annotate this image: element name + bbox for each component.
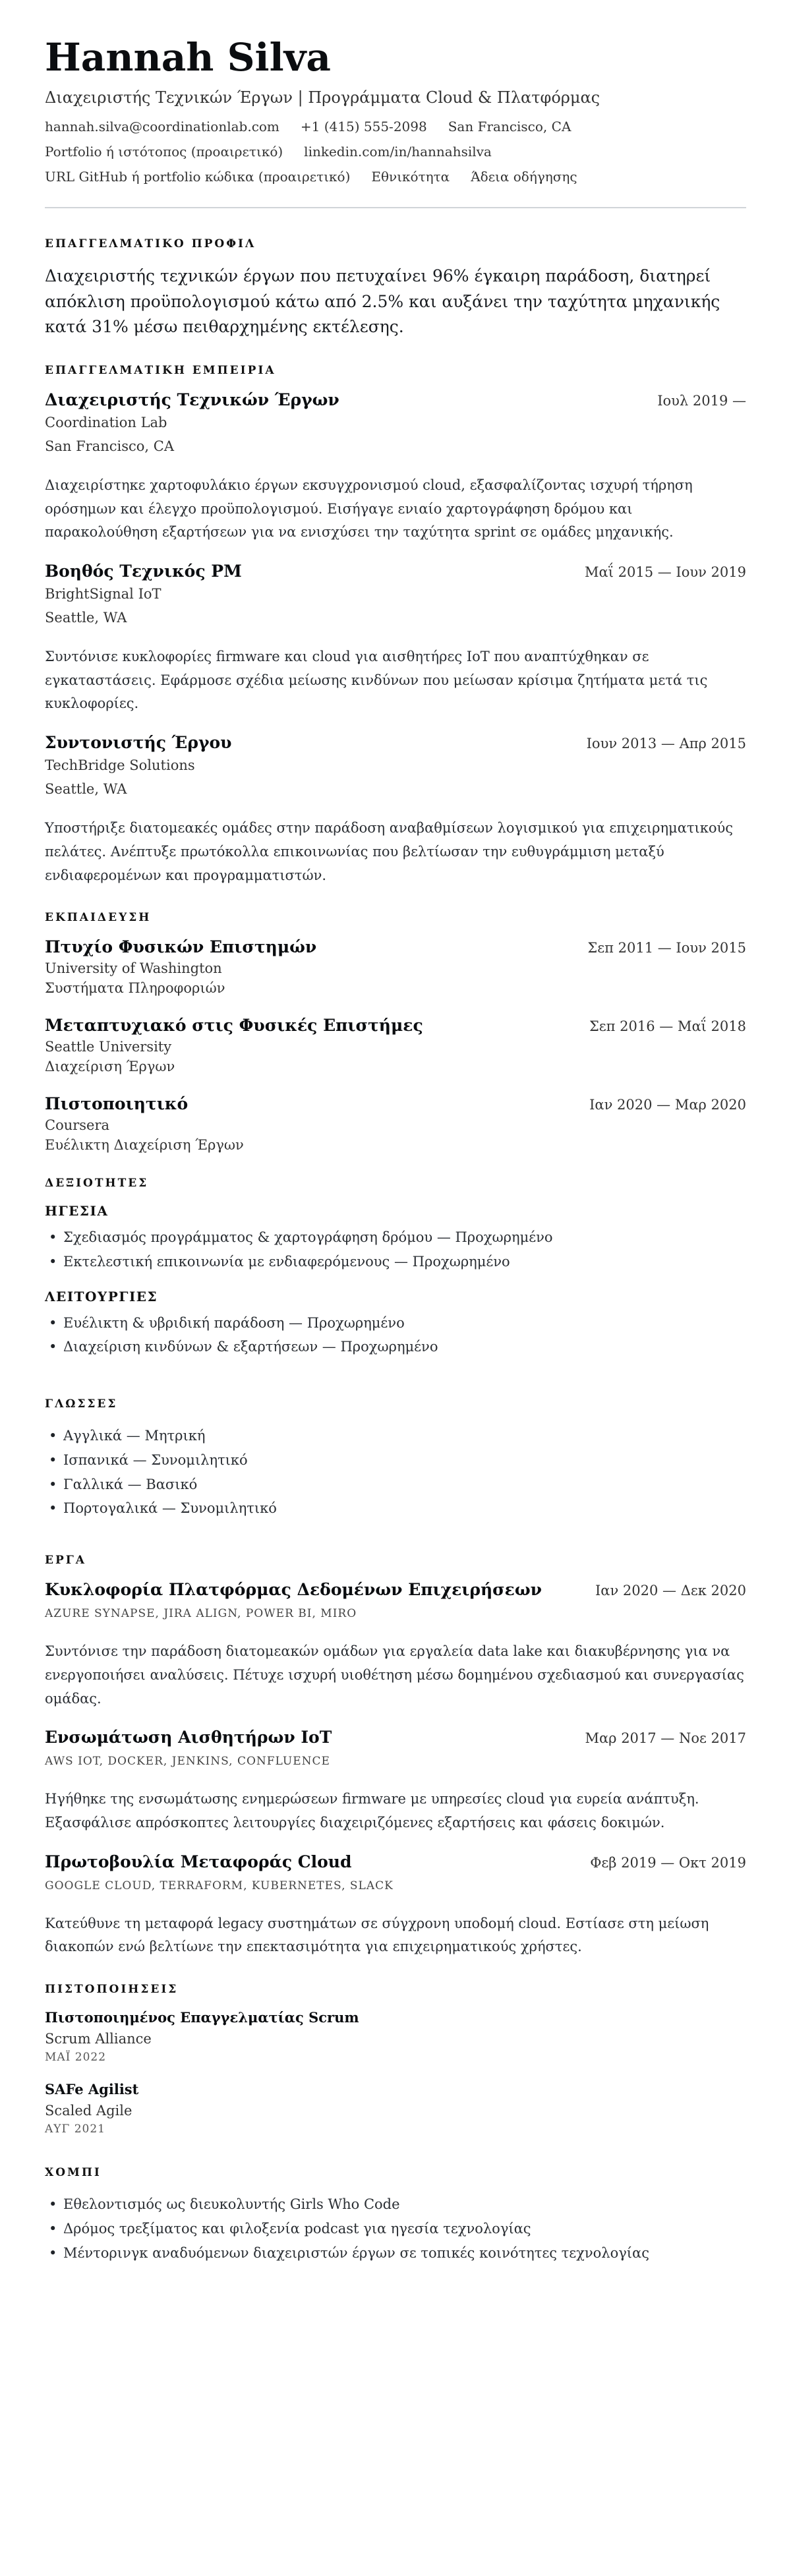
project-name: Ενσωμάτωση Αισθητήρων IoT	[45, 1728, 332, 1747]
skill-item: • Εκτελεστική επικοινωνία με ενδιαφερόμενους — Προχωρημένο	[45, 1250, 746, 1274]
company: Coordination Lab	[45, 415, 167, 431]
hobby-item: • Μέντορινγκ αναδυόμενων διαχειριστών έργων σε τοπικές κοινότητες τεχνολογίας	[45, 2241, 746, 2266]
driving-license: Άδεια οδήγησης	[471, 168, 577, 185]
school: University of Washington	[45, 960, 222, 977]
languages-section	[45, 1397, 746, 1521]
skill-group-title: ΗΓΕΣΙΑ	[45, 1203, 109, 1219]
job-description: Υποστήριξε διατομεακές ομάδες στην παράδοση αναβαθμίσεων λογισμικού για επιχειρηματικούς πελάτες. Ανέπτυξε πρωτόκολλα επικοινωνίας που βελτίωσαν την ευθυγράμμιση μεταξύ ενδιαφερομένων και προγραμματιστών.	[45, 820, 734, 883]
summary-text: Διαχειριστής τεχνικών έργων που πετυχαίνει 96% έγκαιρη παράδοση, διατηρεί απόκλιση προϋπολογισμού κάτω από 2.5% και αυξάνει την ταχύτητα μηχανικής κατά 31% μέσω πειθαρχημένης εκτέλεσης.	[45, 266, 720, 337]
summary-section	[45, 237, 746, 340]
field-of-study: Συστήματα Πληροφοριών	[45, 980, 225, 997]
project-tags: AZURE SYNAPSE, JIRA ALIGN, POWER BI, MIRO	[45, 1607, 357, 1621]
links-row	[45, 144, 746, 160]
degree: Πτυχίο Φυσικών Επιστημών	[45, 937, 317, 957]
project-description: Συντόνισε την παράδοση διατομεακών ομάδων για εργαλεία data lake και διακυβέρνησης για να ενεργοποιήσει αναλύσεις. Πέτυχε ισχυρή υιοθέτηση μέσω δομημένου σχεδιασμού και συνεργασίας ομάδας.	[45, 1643, 744, 1707]
projects-section	[45, 1554, 746, 1959]
certification-name: Πιστοποιημένος Επαγγελματίας Scrum	[45, 2009, 359, 2026]
section-title: ΕΚΠΑΙΔΕΥΣΗ	[45, 911, 152, 925]
certification-issuer: Scrum Alliance	[45, 2031, 152, 2047]
section-title: ΧΟΜΠΙ	[45, 2166, 102, 2180]
language-item: • Αγγλικά — Μητρική	[45, 1424, 746, 1448]
certification-entry	[45, 2009, 746, 2064]
hobbies-section	[45, 2166, 746, 2265]
nationality: Εθνικότητα	[371, 168, 450, 185]
certification-date: ΜΑΪ 2022	[45, 2051, 107, 2064]
school: Seattle University	[45, 1039, 172, 1055]
skill-group-title: ΛΕΙΤΟΥΡΓΙΕΣ	[45, 1288, 158, 1304]
certification-date: ΑΥΓ 2021	[45, 2122, 105, 2136]
job-location: San Francisco, CA	[45, 438, 175, 455]
language-item: • Πορτογαλικά — Συνομιλητικό	[45, 1496, 746, 1521]
language-item: • Ισπανικά — Συνομιλητικό	[45, 1448, 746, 1473]
project-description: Ηγήθηκε της ενσωμάτωσης ενημερώσεων firmware με υπηρεσίες cloud για ευρεία ανάπτυξη. Εξασφάλισε απρόσκοπτες λειτουργίες διαχειριζόμενες εξαρτήσεις και φάσεις δοκιμών.	[45, 1791, 699, 1830]
skill-group	[45, 1289, 746, 1360]
skill-item: • Ευέλικτη & υβριδική παράδοση — Προχωρημένο	[45, 1311, 746, 1335]
experience-entry	[45, 390, 746, 544]
section-title: ΠΙΣΤΟΠΟΙΗΣΕΙΣ	[45, 1983, 179, 1997]
education-entry	[45, 1016, 746, 1074]
resume-header	[45, 37, 746, 185]
job-description: Συντόνισε κυκλοφορίες firmware και cloud για αισθητήρες IoT που αναπτύχθηκαν σε εγκαταστάσεις. Εφάρμοσε σχέδια μείωσης κινδύνων που μείωσαν κρίσιμα ζητήματα μετά τις κυκλοφορίες.	[45, 649, 708, 712]
project-tags: AWS IOT, DOCKER, JENKINS, CONFLUENCE	[45, 1755, 330, 1769]
project-entry	[45, 1580, 746, 1711]
certifications-section	[45, 1983, 746, 2136]
experience-section	[45, 364, 746, 887]
job-title: Διαχειριστής Τεχνικών Έργων	[45, 390, 339, 410]
contact-row	[45, 119, 746, 134]
education-dates: Ιαν 2020 — Μαρ 2020	[589, 1097, 746, 1113]
headline: Διαχειριστής Τεχνικών Έργων | Προγράμματα Cloud & Πλατφόρμας	[45, 88, 601, 107]
skills-section	[45, 1177, 746, 1359]
section-title: ΕΠΑΓΓΕΛΜΑΤΙΚΗ ΕΜΠΕΙΡΙΑ	[45, 364, 276, 378]
email-link[interactable]: hannah.silva@coordinationlab.com	[45, 118, 279, 134]
project-name: Πρωτοβουλία Μεταφοράς Cloud	[45, 1852, 352, 1871]
hobby-item: • Εθελοντισμός ως διευκολυντής Girls Who Code	[45, 2192, 746, 2217]
school: Coursera	[45, 1117, 110, 1134]
project-entry	[45, 1852, 746, 1959]
job-title: Βοηθός Τεχνικός PM	[45, 562, 242, 581]
job-location: Seattle, WA	[45, 781, 127, 798]
education-dates: Σεπ 2011 — Ιουν 2015	[587, 940, 746, 956]
location: San Francisco, CA	[448, 118, 571, 134]
project-entry	[45, 1728, 746, 1834]
project-name: Κυκλοφορία Πλατφόρμας Δεδομένων Επιχειρήσεων	[45, 1580, 542, 1600]
education-section	[45, 911, 746, 1153]
section-title: ΕΠΑΓΓΕΛΜΑΤΙΚΟ ΠΡΟΦΙΛ	[45, 237, 256, 250]
degree: Μεταπτυχιακό στις Φυσικές Επιστήμες	[45, 1016, 423, 1036]
header-divider	[45, 207, 746, 208]
experience-entry	[45, 733, 746, 887]
certification-name: SAFe Agilist	[45, 2081, 139, 2098]
field-of-study: Διαχείριση Έργων	[45, 1059, 175, 1075]
education-dates: Σεπ 2016 — Μαΐ 2018	[589, 1018, 746, 1035]
portfolio-link[interactable]: Portfolio ή ιστότοπος (προαιρετικό)	[45, 143, 283, 160]
job-title: Συντονιστής Έργου	[45, 733, 232, 753]
company: TechBridge Solutions	[45, 757, 195, 774]
skill-item: • Διαχείριση κινδύνων & εξαρτήσεων — Προχωρημένο	[45, 1335, 746, 1359]
hobby-item: • Δρόμος τρεξίματος και φιλοξενία podcast για ηγεσία τεχνολογίας	[45, 2217, 746, 2241]
skill-item: • Σχεδιασμός προγράμματος & χαρτογράφηση δρόμου — Προχωρημένο	[45, 1225, 746, 1250]
phone-number: +1 (415) 555-2098	[300, 118, 427, 134]
section-title: ΓΛΩΣΣΕΣ	[45, 1397, 118, 1411]
experience-entry	[45, 562, 746, 716]
degree: Πιστοποιητικό	[45, 1094, 189, 1114]
project-dates: Φεβ 2019 — Οκτ 2019	[590, 1854, 746, 1871]
job-dates: Μαΐ 2015 — Ιουν 2019	[585, 564, 746, 581]
project-dates: Ιαν 2020 — Δεκ 2020	[595, 1583, 746, 1599]
github-link[interactable]: URL GitHub ή portfolio κώδικα (προαιρετικό)	[45, 168, 351, 185]
company: BrightSignal IoT	[45, 586, 161, 602]
certification-issuer: Scaled Agile	[45, 2103, 132, 2119]
field-of-study: Ευέλικτη Διαχείριση Έργων	[45, 1137, 244, 1154]
extra-row	[45, 169, 746, 185]
job-dates: Ιουλ 2019 —	[657, 393, 746, 409]
job-location: Seattle, WA	[45, 610, 127, 626]
project-dates: Μαρ 2017 — Νοε 2017	[585, 1730, 746, 1747]
candidate-name: Hannah Silva	[45, 35, 331, 80]
project-tags: GOOGLE CLOUD, TERRAFORM, KUBERNETES, SLACK	[45, 1879, 394, 1892]
job-dates: Ιουν 2013 — Απρ 2015	[586, 736, 746, 752]
job-description: Διαχειρίστηκε χαρτοφυλάκιο έργων εκσυγχρονισμού cloud, εξασφαλίζοντας ισχυρή τήρηση ορόσημων και έλεγχο προϋπολογισμού. Εισήγαγε ενιαίο χαρτογράφηση δρόμου και παρακολούθηση εξαρτήσεων για να ενισχύσει την ταχύτητα sprint σε ομάδες μηχανικής.	[45, 477, 693, 541]
language-item: • Γαλλικά — Βασικό	[45, 1473, 746, 1497]
linkedin-link[interactable]: linkedin.com/in/hannahsilva	[304, 143, 492, 160]
certification-entry	[45, 2081, 746, 2136]
education-entry	[45, 937, 746, 996]
project-description: Κατεύθυνε τη μεταφορά legacy συστημάτων σε σύγχρονη υποδομή cloud. Εστίασε στη μείωση διακοπών ενώ βελτίωνε την επεκτασιμότητα για επιχειρηματικούς χρήστες.	[45, 1915, 709, 1955]
education-entry	[45, 1094, 746, 1153]
section-title: ΔΕΞΙΟΤΗΤΕΣ	[45, 1177, 149, 1190]
section-title: ΕΡΓΑ	[45, 1554, 86, 1567]
skill-group	[45, 1203, 746, 1274]
